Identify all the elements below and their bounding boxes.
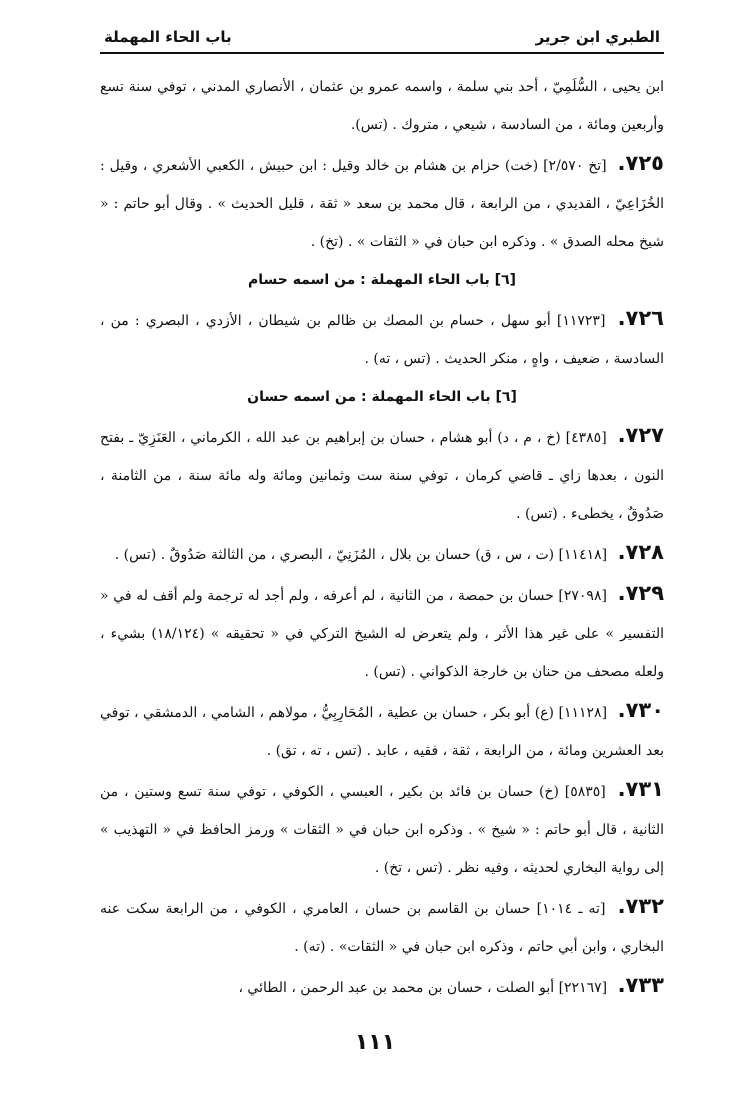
section-heading-hassan: [٦] باب الحاء المهملة : من اسمه حسان (247, 389, 517, 405)
entry-number: ٧٣٠. (617, 698, 665, 722)
page-number: ١١١ (354, 1030, 396, 1055)
entry-number: ٧٣١. (617, 777, 664, 801)
entry-text: [تخ ٢/٥٧٠] (خت) حزام بن هشام بن خالد وقيل : ابن حبيش ، الكعبي الأشعري ، وقيل : الخُزَاعِيّ ، القديدي ، من الرابعة ، قال محمد بن سعد « ثقة ، قليل الحديث » . وقال أبو حاتم : « شيخ محله الصدق » . وذكره ابن حبان في « الثقات » . (تخ) . (100, 158, 664, 250)
entry-text: [٢٧٠٩٨] حسان بن حمصة ، من الثانية ، لم أعرفه ، ولم أجد له ترجمة ولم أقف له في « التفسير » على غير هذا الأثر ، ولم يتعرض له الشيخ التركي في « تحقيقه » (١٨/١٢٤) بشيء ، ولعله مصحف من حنان بن خارجة الذكواني . (تس) . (100, 588, 664, 680)
entry-732 (100, 887, 664, 966)
entry-number: ٧٣٢. (617, 894, 664, 918)
entry-728 (100, 533, 664, 574)
entry-number: ٧٣٣. (617, 973, 664, 997)
entry-726 (100, 299, 664, 378)
entry-729 (100, 574, 664, 691)
entry-text: [١١١٢٨] (ع) أبو بكر ، حسان بن عطية ، المُحَارِبِيُّ ، مولاهم ، الشامي ، الدمشقي ، توفي بعد العشرين ومائة ، من الرابعة ، ثقة ، فقيه ، عابد . (تس ، ته ، تق) . (100, 705, 664, 759)
entry-number: ٧٢٨. (617, 540, 664, 564)
entry-number: ٧٢٩. (617, 581, 665, 605)
entry-731 (100, 770, 664, 887)
entry-number: ٧٢٦. (617, 306, 664, 330)
entry-725 (100, 144, 664, 261)
entry-number: ٧٢٥. (617, 151, 664, 175)
entry-number: ٧٢٧. (617, 423, 664, 447)
section-heading-husam: [٦] باب الحاء المهملة : من اسمه حسام (247, 272, 517, 288)
header-title: الطبري ابن جرير (535, 28, 660, 46)
entry-text: [ته ـ ١٠١٤] حسان بن القاسم بن حسان ، العامري ، الكوفي ، من الرابعة سكت عنه البخاري ، وابن أبي حاتم ، وذكره ابن حبان في « الثقات» . (ته) . (100, 901, 664, 955)
entry-727 (100, 416, 664, 533)
header-section: باب الحاء المهملة (104, 28, 232, 46)
entry-733 (100, 966, 664, 1007)
entry-text: [٥٨٣٥] (خ) حسان بن فائد بن بكير ، العبسي ، الكوفي ، توفي سنة تسع وستين ، من الثانية ، قال أبو حاتم : « شيخ » . وذكره ابن حبان في « الثقات » ورمز الحافظ في « التهذيب » إلى رواية البخاري لحديثه ، وفيه نظر . (تس ، تخ) . (100, 784, 664, 876)
entry-text: [١١٤١٨] (ت ، س ، ق) حسان بن بلال ، المُزَنِيّ ، البصري ، من الثالثة صَدُوقٌ . (تس) . (114, 547, 608, 563)
page-body (100, 54, 664, 1007)
entry-730 (100, 691, 664, 770)
continuation-text: ابن يحيى ، السُّلَمِيّ ، أحد بني سلمة ، واسمه عمرو بن عثمان ، الأنصاري المدني ، توفي سنة تسع وأربعين ومائة ، من السادسة ، شيعي ، متروك . (تس). (100, 79, 664, 133)
running-header (100, 0, 664, 54)
entry-text: [١١٧٢٣] أبو سهل ، حسام بن المصك بن ظالم بن شيطان ، الأزدي ، البصري : من ، السادسة ، ضعيف ، واهٍ ، منكر الحديث . (تس ، ته) . (100, 313, 664, 367)
entry-text: [٢٢١٦٧] أبو الصلت ، حسان بن محمد بن عبد الرحمن ، الطائي ، (238, 980, 608, 996)
entry-text: [٤٣٨٥] (خ ، م ، د) أبو هشام ، حسان بن إبراهيم بن عبد الله ، الكرماني ، العَنَزِيّ ـ بفتح النون ، بعدها زاي ـ قاضي كرمان ، توفي سنة ست وثمانين ومائة وله مائة سنة ، من الثامنة ، صَدُوقٌ ، يخطىء . (تس) . (100, 430, 664, 522)
